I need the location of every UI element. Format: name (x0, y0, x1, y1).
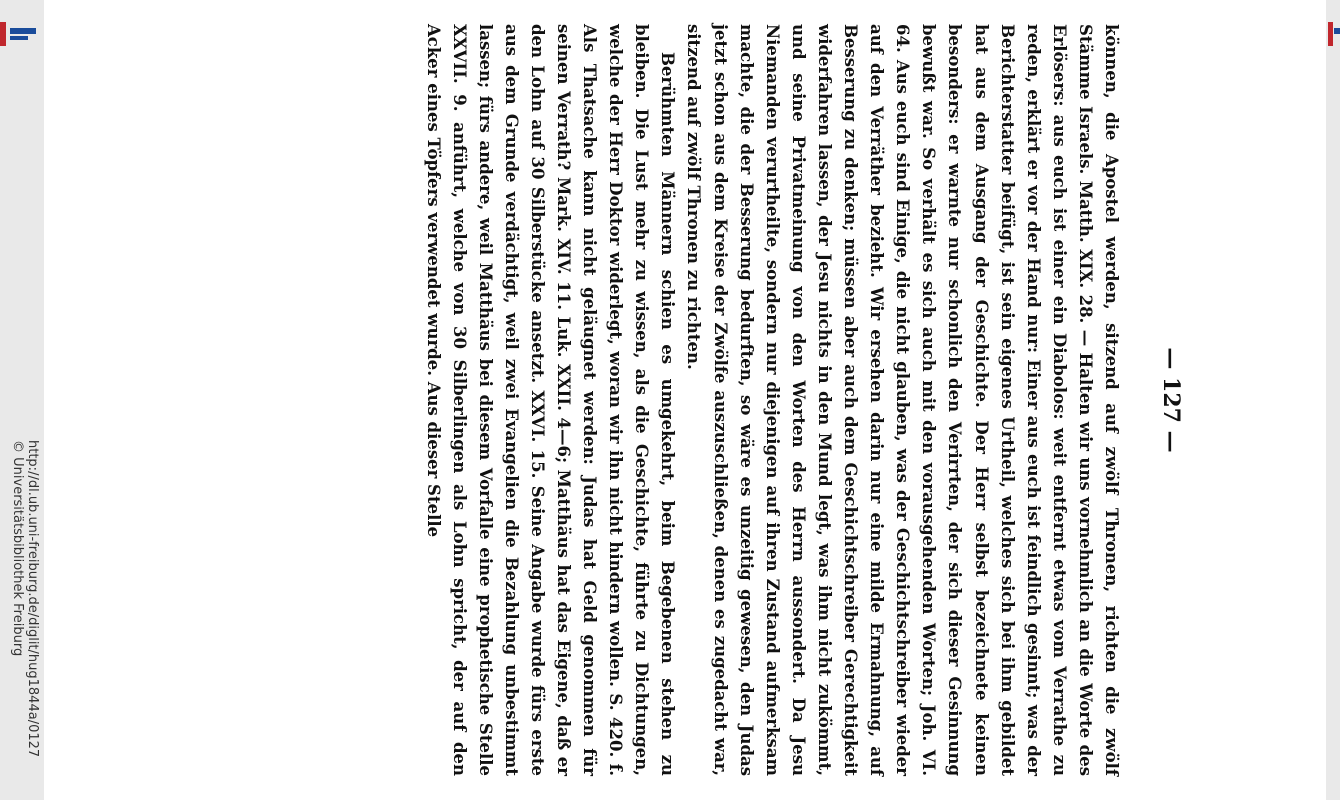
scanned-page (140, 0, 1190, 800)
source-info (6, 440, 40, 800)
page-body (419, 0, 1144, 800)
viewer-right-margin (1326, 0, 1340, 800)
library-logo-icon (0, 22, 36, 46)
library-logo-icon-right (1328, 22, 1340, 46)
viewer-left-margin (0, 0, 44, 800)
paragraph-1: können, die Apostel werden, sitzend auf zwölf Thronen, richten die zwölf Stämme Israels. Matth. XIX. 28. — Halten wir uns vornehmlich an die Worte des Erlösers: aus euch ist einer ein Diabolos: weit entfernt etwas vom Verrathe zu reden, erklärt er vor der Hand nur: Einer aus euch ist feindlich gesinnt; was der Berichterstatter beifügt, ist sein eigenes Urtheil, welches sich bei ihm gebildet hat aus dem Ausgang der Geschichte. Der Herr selbst bezeichnete keinen besonders: er warnte nur schonlich den Verirrten, der sich dieser Gesinnung bewußt war. So verhält es sich auch mit den vorausgehenden Worten; Joh. VI. 64. Aus euch sind Einige, die nicht glauben, was der Geschichtschreiber wieder auf den Verräther bezieht. Wir ersehen darin nur eine milde Ermahnung, auf Besserung zu denken; müssen aber auch dem Geschichtschreiber Gerechtigkeit widerfahren lassen, der Jesu nichts in den Mund legt, was ihm nicht zukömmt, und seine Privatmeinung von den Worten des Herrn aussondert. Da Jesu Niemanden verurtheilte, sondern nur diejenigen auf ihren Zustand aufmerksam machte, die der Besserung bedurften, so wäre es unzeitig gewesen, den Judas jetzt schon aus dem Kreise der Zwölfe auszuschließen, denen es zugedacht war, sitzend auf zwölf Thronen zu richten. (684, 24, 1121, 776)
source-url-link[interactable]: http://dl.ub.uni-freiburg.de/diglit/hug1844a/0127 (25, 440, 40, 758)
copyright-notice: © Universitätsbibliothek Freiburg (10, 440, 25, 657)
paragraph-2: Berühmten Männern schien es umgekehrt, beim Begebenen stehen zu bleiben. Die Lust mehr zu wissen, als die Geschichte, führte zu Dichtungen, welche der Herr Doktor widerlegt, woran wir ihn nicht hindern wollen. S. 420. f. Als Thatsache kann nicht geläugnet werden: Judas hat Geld genommen für seinen Verrath? Mark. XIV. 11. Luk. XXII. 4—6; Matthäus hat das Eigene, daß er den Lohn auf 30 Silberstücke ansetzt. XXVI. 15. Seine Angabe wurde fürs erste aus dem Grunde verdächtigt, weil zwei Evangelien die Bezahlung unbestimmt lassen; fürs andere, weil Matthäus bei diesem Vorfalle eine prophetische Stelle XXVII. 9. anführt, welche von 30 Silberlingen als Lohn spricht, der auf den Acker eines Töpfers verwendet wurde. Aus dieser Stelle (423, 24, 678, 776)
page-content (140, 0, 1190, 800)
page-number: — 127 — (1158, 347, 1184, 453)
